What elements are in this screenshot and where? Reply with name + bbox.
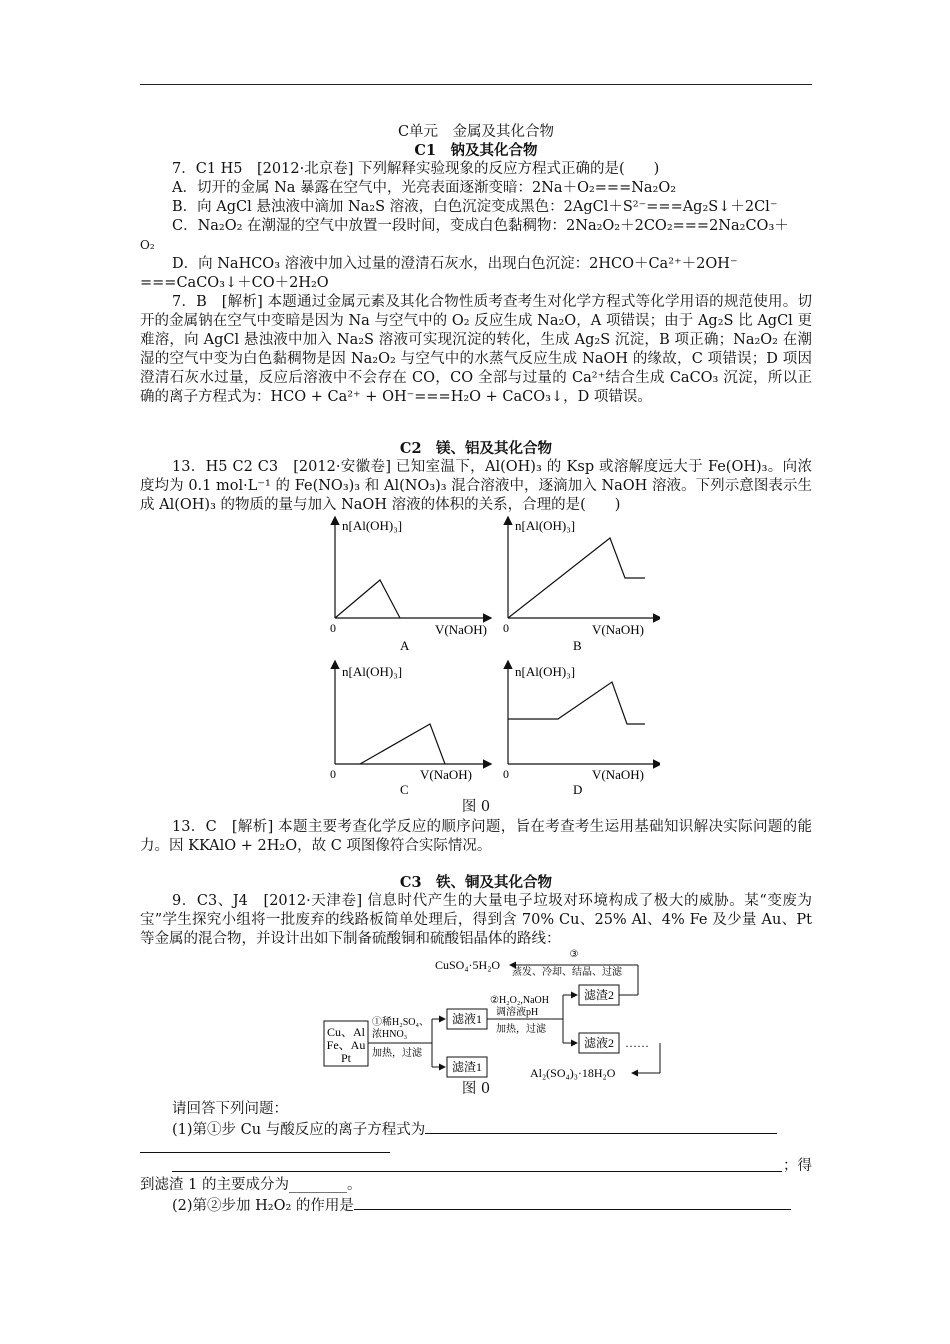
q9-part1-residue: 到滤渣 1 的主要成分为________。: [140, 1177, 362, 1193]
q9-flowchart: [320, 945, 680, 1085]
q7-analysis: 7．B [解析] 本题通过金属元素及其化合物性质考查考生对化学方程式等化学用语的规范使用。切开的金属钠在空气中变暗是因为 Na 与空气中的 O₂ 反应生成 Na₂O，A 项错误；由于 Ag₂S 比 AgCl 更难溶，向 AgCl 悬浊液中加入 Na₂S 溶液可实现沉淀的转化，生成 Ag₂S 沉淀，B 项正确；Na₂O₂ 在潮湿的空气中变为白色黏稠物是因 Na₂O₂ 与空气中的水蒸气反应生成 NaOH 的缘故，C 项错误；D 项因澄清石灰水过量，反应后溶液中不会存在 CO，CO 全部与过量的 Ca²⁺结合生成 CaCO₃ 沉淀，所以正确的离子方程式为：HCO + Ca²⁺ + OH⁻===H₂O + CaCO₃↓，D 项错误。: [140, 294, 812, 405]
graph-d-curve: [508, 682, 645, 724]
graph-a: [330, 518, 490, 653]
unit-title: C单元 金属及其化合物: [397, 124, 555, 140]
flow-step3-cond: 蒸发、冷却、结晶、过滤: [512, 967, 622, 978]
graph-b-curve: [508, 538, 645, 618]
flow-filtrate2: 滤液2: [583, 1036, 615, 1050]
flow-step2-ph: 调溶液pH: [496, 1007, 539, 1018]
flow-start-line1: Cu、Al: [326, 1025, 366, 1039]
graph-c-xlabel: V(NaOH): [420, 767, 472, 782]
graph-a-label: A: [400, 638, 410, 653]
q9-part1-suffix: ；得: [783, 1158, 812, 1174]
graph-c-origin: 0: [330, 767, 336, 781]
q9-part1-blank-cont[interactable]: [140, 1138, 390, 1153]
q13-figure-caption: 图 0: [461, 799, 491, 815]
graph-b-ylabel: n[Al(OH)₃]: [515, 518, 576, 533]
q7-option-c-cont: O₂: [140, 238, 155, 252]
q9-prompt: 请回答下列问题：: [172, 1101, 288, 1117]
flow-residue2: 滤渣2: [583, 988, 615, 1002]
q9-part2: [172, 1195, 791, 1216]
flow-filtrate1: 滤液1: [451, 1012, 483, 1026]
q9-part1: [172, 1119, 777, 1140]
section-c1-title: C1 钠及其化合物: [414, 142, 538, 159]
q7-option-a: A．切开的金属 Na 暴露在空气中，光亮表面逐渐变暗：2Na＋O₂===Na₂O₂: [172, 180, 677, 196]
graph-d: [503, 662, 660, 797]
section-c3-title: C3 铁、铜及其化合物: [399, 874, 553, 891]
graph-c-curve: [360, 724, 445, 764]
graph-a-xlabel: V(NaOH): [435, 622, 487, 637]
flow-step3-num: ③: [569, 949, 579, 960]
q7-option-d-cont: ===CaCO₃↓＋CO＋2H₂O: [140, 275, 329, 291]
q7-stem: 7．C1 H5 [2012·北京卷] 下列解释实验现象的反应方程式正确的是( ): [172, 161, 660, 177]
q9-figure-caption: 图 0: [461, 1081, 491, 1097]
q13-stem: 13．H5 C2 C3 [2012·安徽卷] 已知室温下，Al(OH)₃ 的 Ksp 或溶解度远大于 Fe(OH)₃。向浓度均为 0.1 mol·L⁻¹ 的 Fe(NO₃)₃ 和 Al(NO₃)₃ 混合溶液中，逐滴加入 NaOH 溶液。下列示意图表示生成 Al(OH)₃ 的物质的量与加入 NaOH 溶液的体积的关系，合理的是( ): [140, 459, 812, 513]
flow-step1-reagents: ①稀H₂SO₄、: [372, 1017, 429, 1028]
header-rule: [140, 84, 812, 85]
flow-step1-cond: 加热，过滤: [372, 1048, 422, 1059]
q7-option-b: B．向 AgCl 悬浊液中滴加 Na₂S 溶液，白色沉淀变成黑色：2AgCl＋S²⁻===Ag₂S↓＋2Cl⁻: [172, 199, 778, 215]
flow-step1-reagents2: 浓HNO₃: [372, 1029, 408, 1040]
graph-b-origin: 0: [503, 621, 509, 635]
graph-c-label: C: [400, 782, 409, 797]
flow-step2-reagents: ②H₂O₂,NaOH: [490, 995, 549, 1006]
flow-product2: Al₂(SO₄)₃·18H₂O: [530, 1066, 616, 1080]
q13-analysis: 13．C [解析] 本题主要考查化学反应的顺序问题，旨在考查考生运用基础知识解决实际问题的能力。因 KKAlO + 2H₂O，故 C 项图像符合实际情况。: [140, 819, 812, 854]
flow-step2-cond: 加热，过滤: [496, 1024, 546, 1035]
graph-d-xlabel: V(NaOH): [592, 767, 644, 782]
graph-a-curve: [335, 580, 400, 618]
q9-stem: 9．C3、J4 [2012·天津卷] 信息时代产生的大量电子垃圾对环境构成了极大的威胁。某“变废为宝”学生探究小组将一批废弃的线路板简单处理后，得到含 70% Cu、25% Al、4% Fe 及少量 Au、Pt 等金属的混合物，并设计出如下制备硫酸铜和硫酸铝晶体的路线：: [140, 893, 812, 947]
flow-start-line2: Fe、Au: [326, 1038, 366, 1052]
q9-part1-blank-line2[interactable]: [172, 1157, 782, 1172]
q7-option-c: C．Na₂O₂ 在潮湿的空气中放置一段时间，变成白色黏稠物：2Na₂O₂＋2CO₂===2Na₂CO₃＋: [172, 218, 789, 234]
q13-graphs: [320, 512, 660, 808]
graph-a-ylabel: n[Al(OH)₃]: [342, 518, 403, 533]
flow-residue1: 滤渣1: [451, 1060, 483, 1074]
graph-d-origin: 0: [503, 767, 509, 781]
q9-part2-text: (2)第②步加 H₂O₂ 的作用是: [172, 1198, 354, 1214]
graph-a-origin: 0: [330, 621, 336, 635]
graph-b-xlabel: V(NaOH): [592, 622, 644, 637]
graph-d-label: D: [573, 782, 583, 797]
q9-part2-blank[interactable]: [354, 1195, 791, 1210]
graph-b-label: B: [573, 638, 582, 653]
q7-option-d: D．向 NaHCO₃ 溶液中加入过量的澄清石灰水，出现白色沉淀：2HCO＋Ca²⁺＋2OH⁻: [172, 256, 738, 272]
flow-start-line3: Pt: [340, 1051, 352, 1065]
graph-d-ylabel: n[Al(OH)₃]: [515, 664, 576, 679]
q9-part1-text: (1)第①步 Cu 与酸反应的离子方程式为: [172, 1122, 426, 1138]
graph-c-ylabel: n[Al(OH)₃]: [342, 664, 403, 679]
graph-c: [330, 662, 490, 797]
q9-part1-blank[interactable]: [425, 1119, 777, 1134]
graph-b: [503, 518, 660, 653]
flow-dots: ……: [625, 1036, 649, 1050]
flow-product1: CuSO₄·5H₂O: [435, 958, 501, 972]
section-c2-title: C2 镁、铝及其化合物: [399, 440, 553, 457]
